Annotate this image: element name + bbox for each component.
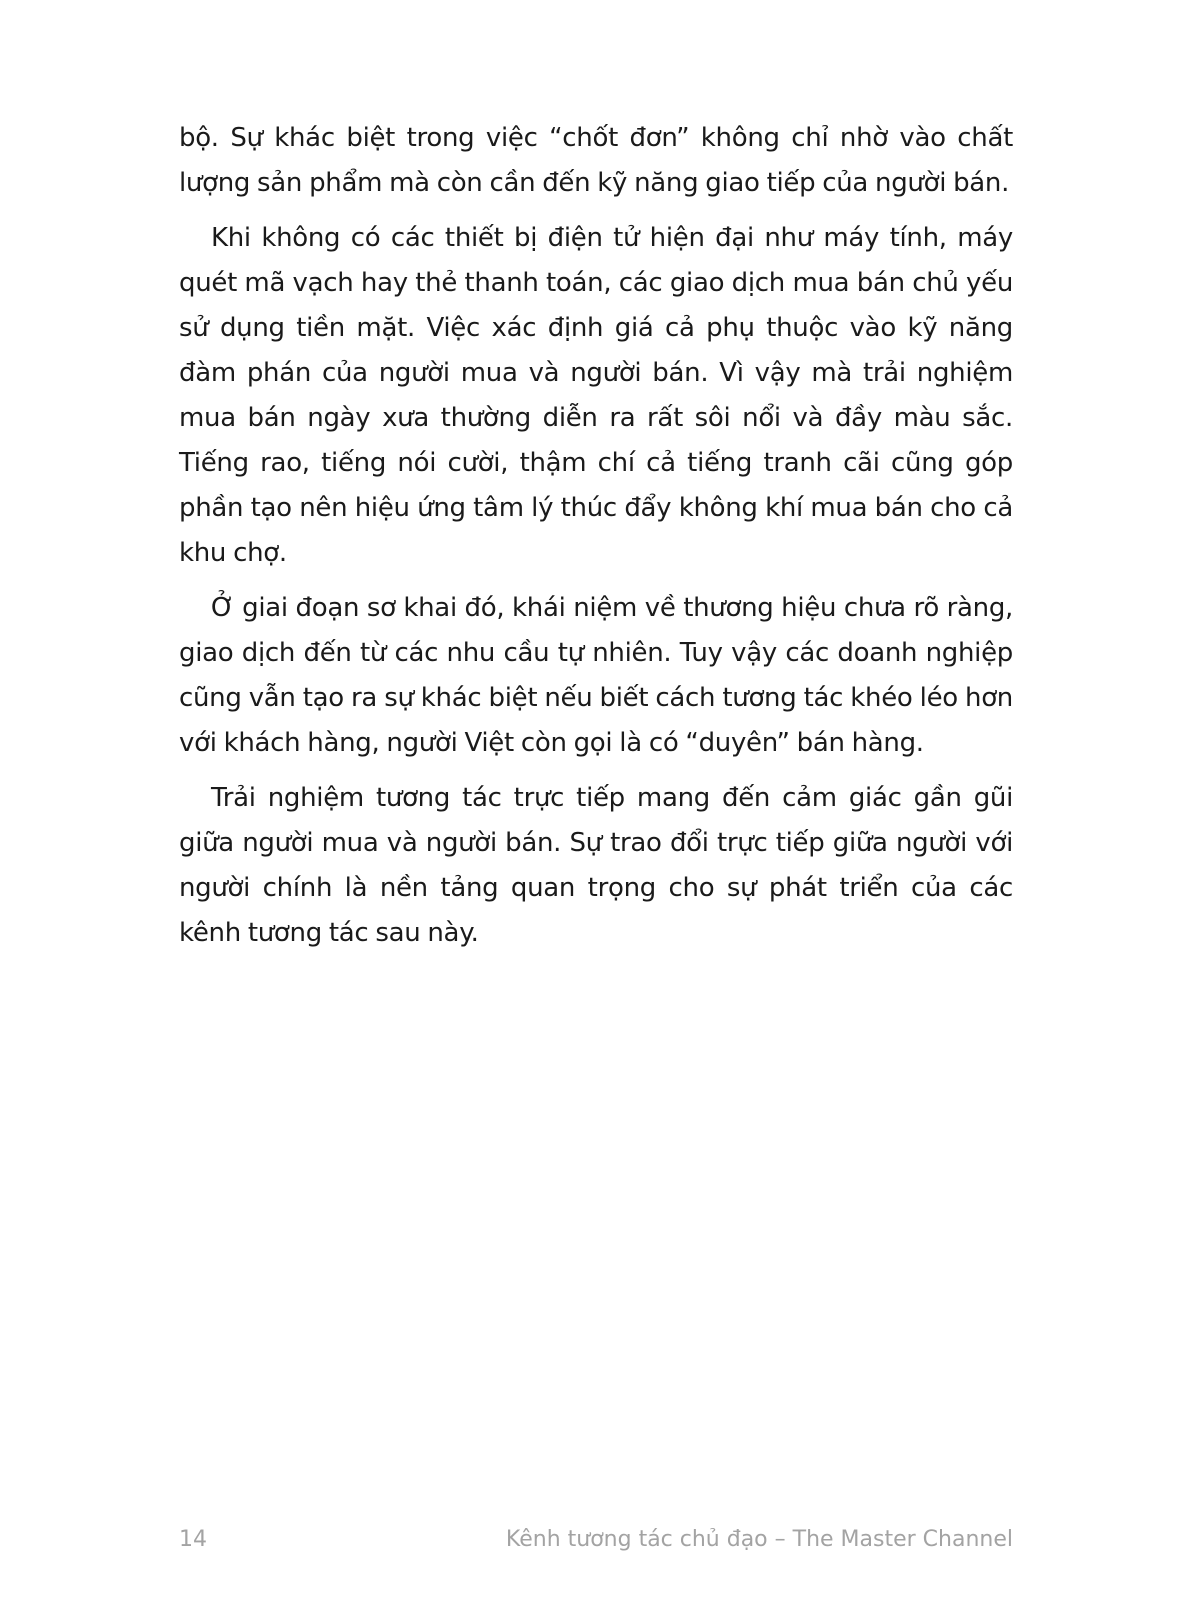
paragraph-continuation: bộ. Sự khác biệt trong việc “chốt đơn” không chỉ nhờ vào chất lượng sản phẩm mà còn cần đến kỹ năng giao tiếp của người bán.: [179, 123, 1013, 198]
page-footer: [179, 1520, 1013, 1560]
paragraph-early-stage: Ở giai đoạn sơ khai đó, khái niệm về thương hiệu chưa rõ ràng, giao dịch đến từ các nhu cầu tự nhiên. Tuy vậy các doanh nghiệp cũng vẫn tạo ra sự khác biệt nếu biết cách tương tác khéo léo hơn với khách hàng, người Việt còn gọi là có “duyên” bán hàng.: [179, 593, 1013, 758]
body-text: [179, 116, 1013, 966]
running-title: Kênh tương tác chủ đạo – The Master Channel: [505, 1527, 1013, 1552]
paragraph-direct-interaction: Trải nghiệm tương tác trực tiếp mang đến cảm giác gần gũi giữa người mua và người bán. Sự trao đổi trực tiếp giữa người với người chính là nền tảng quan trọng cho sự phát triển của các kênh tương tác sau này.: [179, 783, 1013, 948]
paragraph-cash-transactions: Khi không có các thiết bị điện tử hiện đại như máy tính, máy quét mã vạch hay thẻ thanh toán, các giao dịch mua bán chủ yếu sử dụng tiền mặt. Việc xác định giá cả phụ thuộc vào kỹ năng đàm phán của người mua và người bán. Vì vậy mà trải nghiệm mua bán ngày xưa thường diễn ra rất sôi nổi và đầy màu sắc. Tiếng rao, tiếng nói cười, thậm chí cả tiếng tranh cãi cũng góp phần tạo nên hiệu ứng tâm lý thúc đẩy không khí mua bán cho cả khu chợ.: [179, 223, 1013, 568]
page-number: 14: [179, 1527, 207, 1552]
